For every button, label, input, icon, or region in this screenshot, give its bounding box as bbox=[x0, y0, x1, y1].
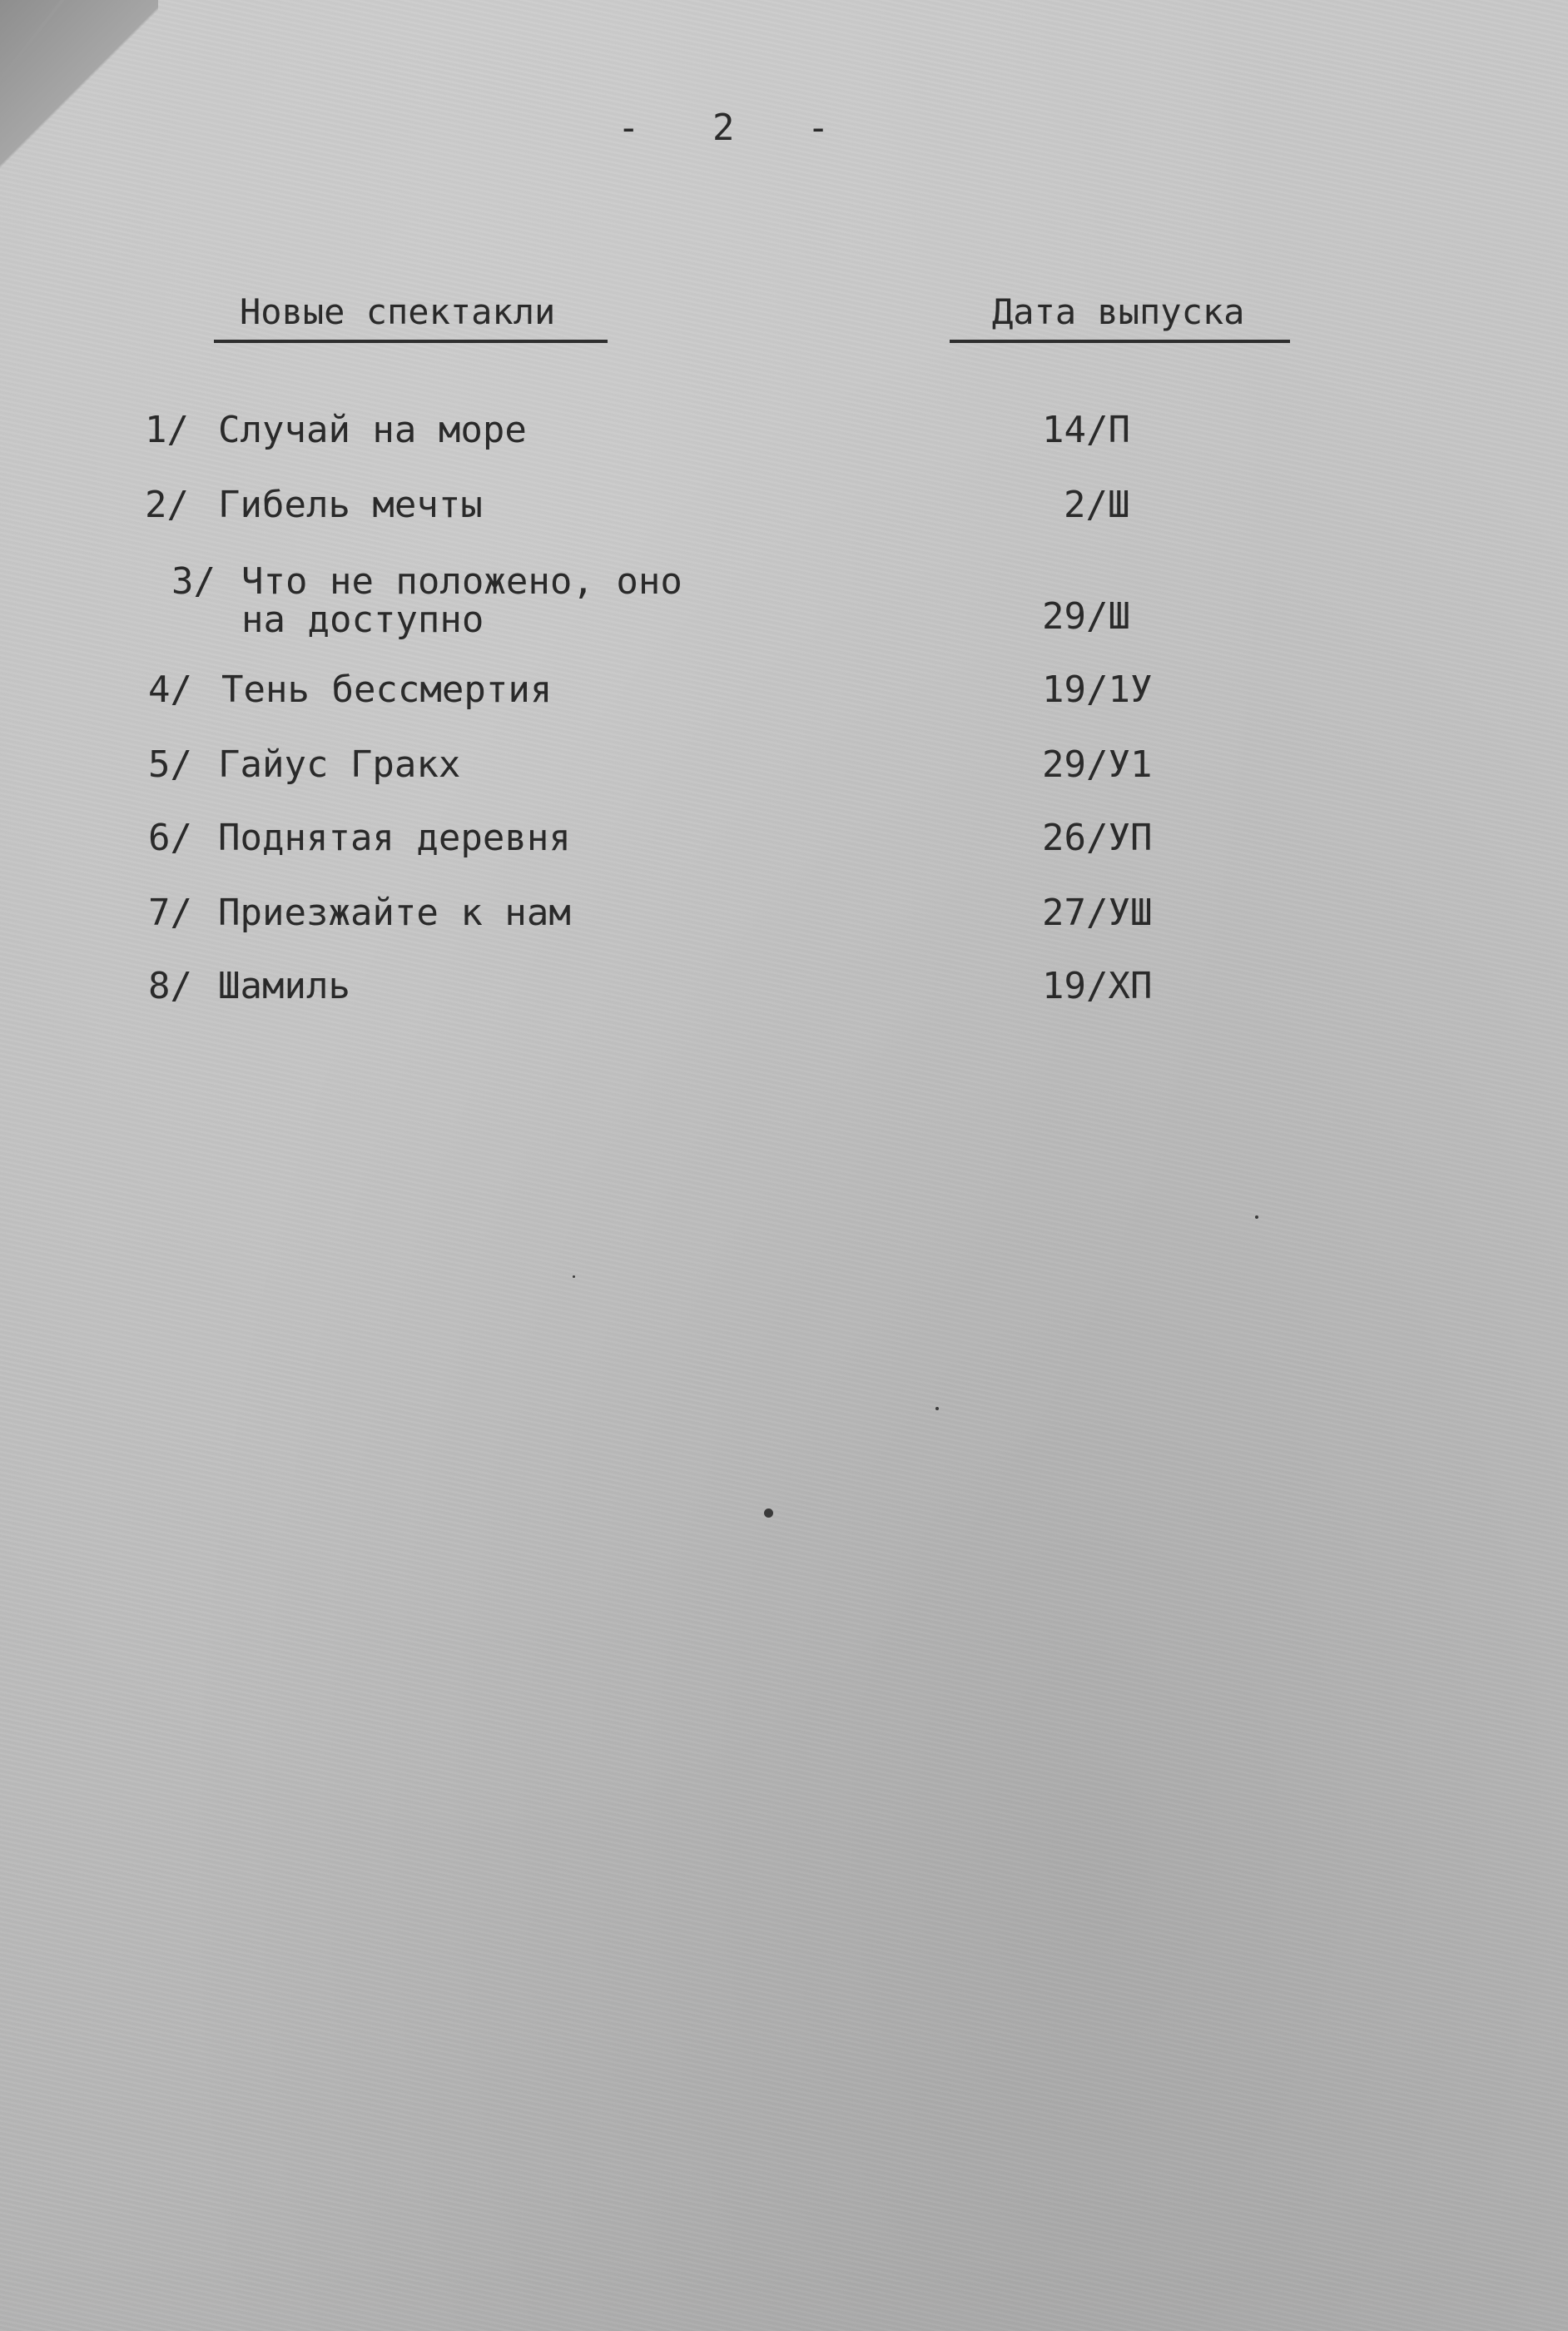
item-number: 5/ bbox=[148, 743, 192, 786]
column-header-titles: Новые спектакли bbox=[240, 291, 556, 332]
item-number: 7/ bbox=[148, 892, 192, 934]
release-date: 29/Ш bbox=[1042, 595, 1130, 638]
item-number: 1/ bbox=[145, 409, 189, 451]
release-date: 19/ХП bbox=[1042, 965, 1153, 1007]
play-title: Шамиль bbox=[218, 965, 350, 1007]
item-number: 8/ bbox=[148, 965, 192, 1007]
play-title: Поднятая деревня bbox=[218, 817, 571, 859]
release-date: 19/1У bbox=[1042, 668, 1153, 711]
play-title: Гибель мечты bbox=[218, 484, 483, 526]
play-title: Приезжайте к нам bbox=[218, 892, 571, 934]
ink-speck bbox=[764, 1508, 773, 1518]
play-title: Случай на море bbox=[218, 409, 527, 451]
ink-speck bbox=[1255, 1215, 1258, 1219]
item-number: 2/ bbox=[145, 484, 189, 526]
ink-speck bbox=[573, 1275, 575, 1278]
release-date: 2/Ш bbox=[1064, 484, 1130, 526]
release-date: 14/П bbox=[1042, 409, 1130, 451]
play-title: Тень бессмертия bbox=[221, 668, 553, 711]
column-header-dates: Дата выпуска bbox=[992, 291, 1245, 332]
play-title: Гайус Гракх bbox=[218, 743, 461, 786]
release-date: 29/У1 bbox=[1042, 743, 1153, 786]
release-date: 26/УП bbox=[1042, 817, 1153, 859]
item-number: 4/ bbox=[148, 668, 192, 711]
folded-corner bbox=[0, 0, 158, 208]
ink-speck bbox=[935, 1407, 939, 1410]
item-number: 6/ bbox=[148, 817, 192, 859]
item-number: 3/ bbox=[171, 560, 216, 603]
play-title: Что не положено, оно на доступно bbox=[241, 560, 682, 641]
page-number: - 2 - bbox=[618, 107, 831, 149]
header-underline-dates bbox=[950, 340, 1290, 343]
release-date: 27/УШ bbox=[1042, 892, 1153, 934]
header-underline-titles bbox=[214, 340, 608, 343]
